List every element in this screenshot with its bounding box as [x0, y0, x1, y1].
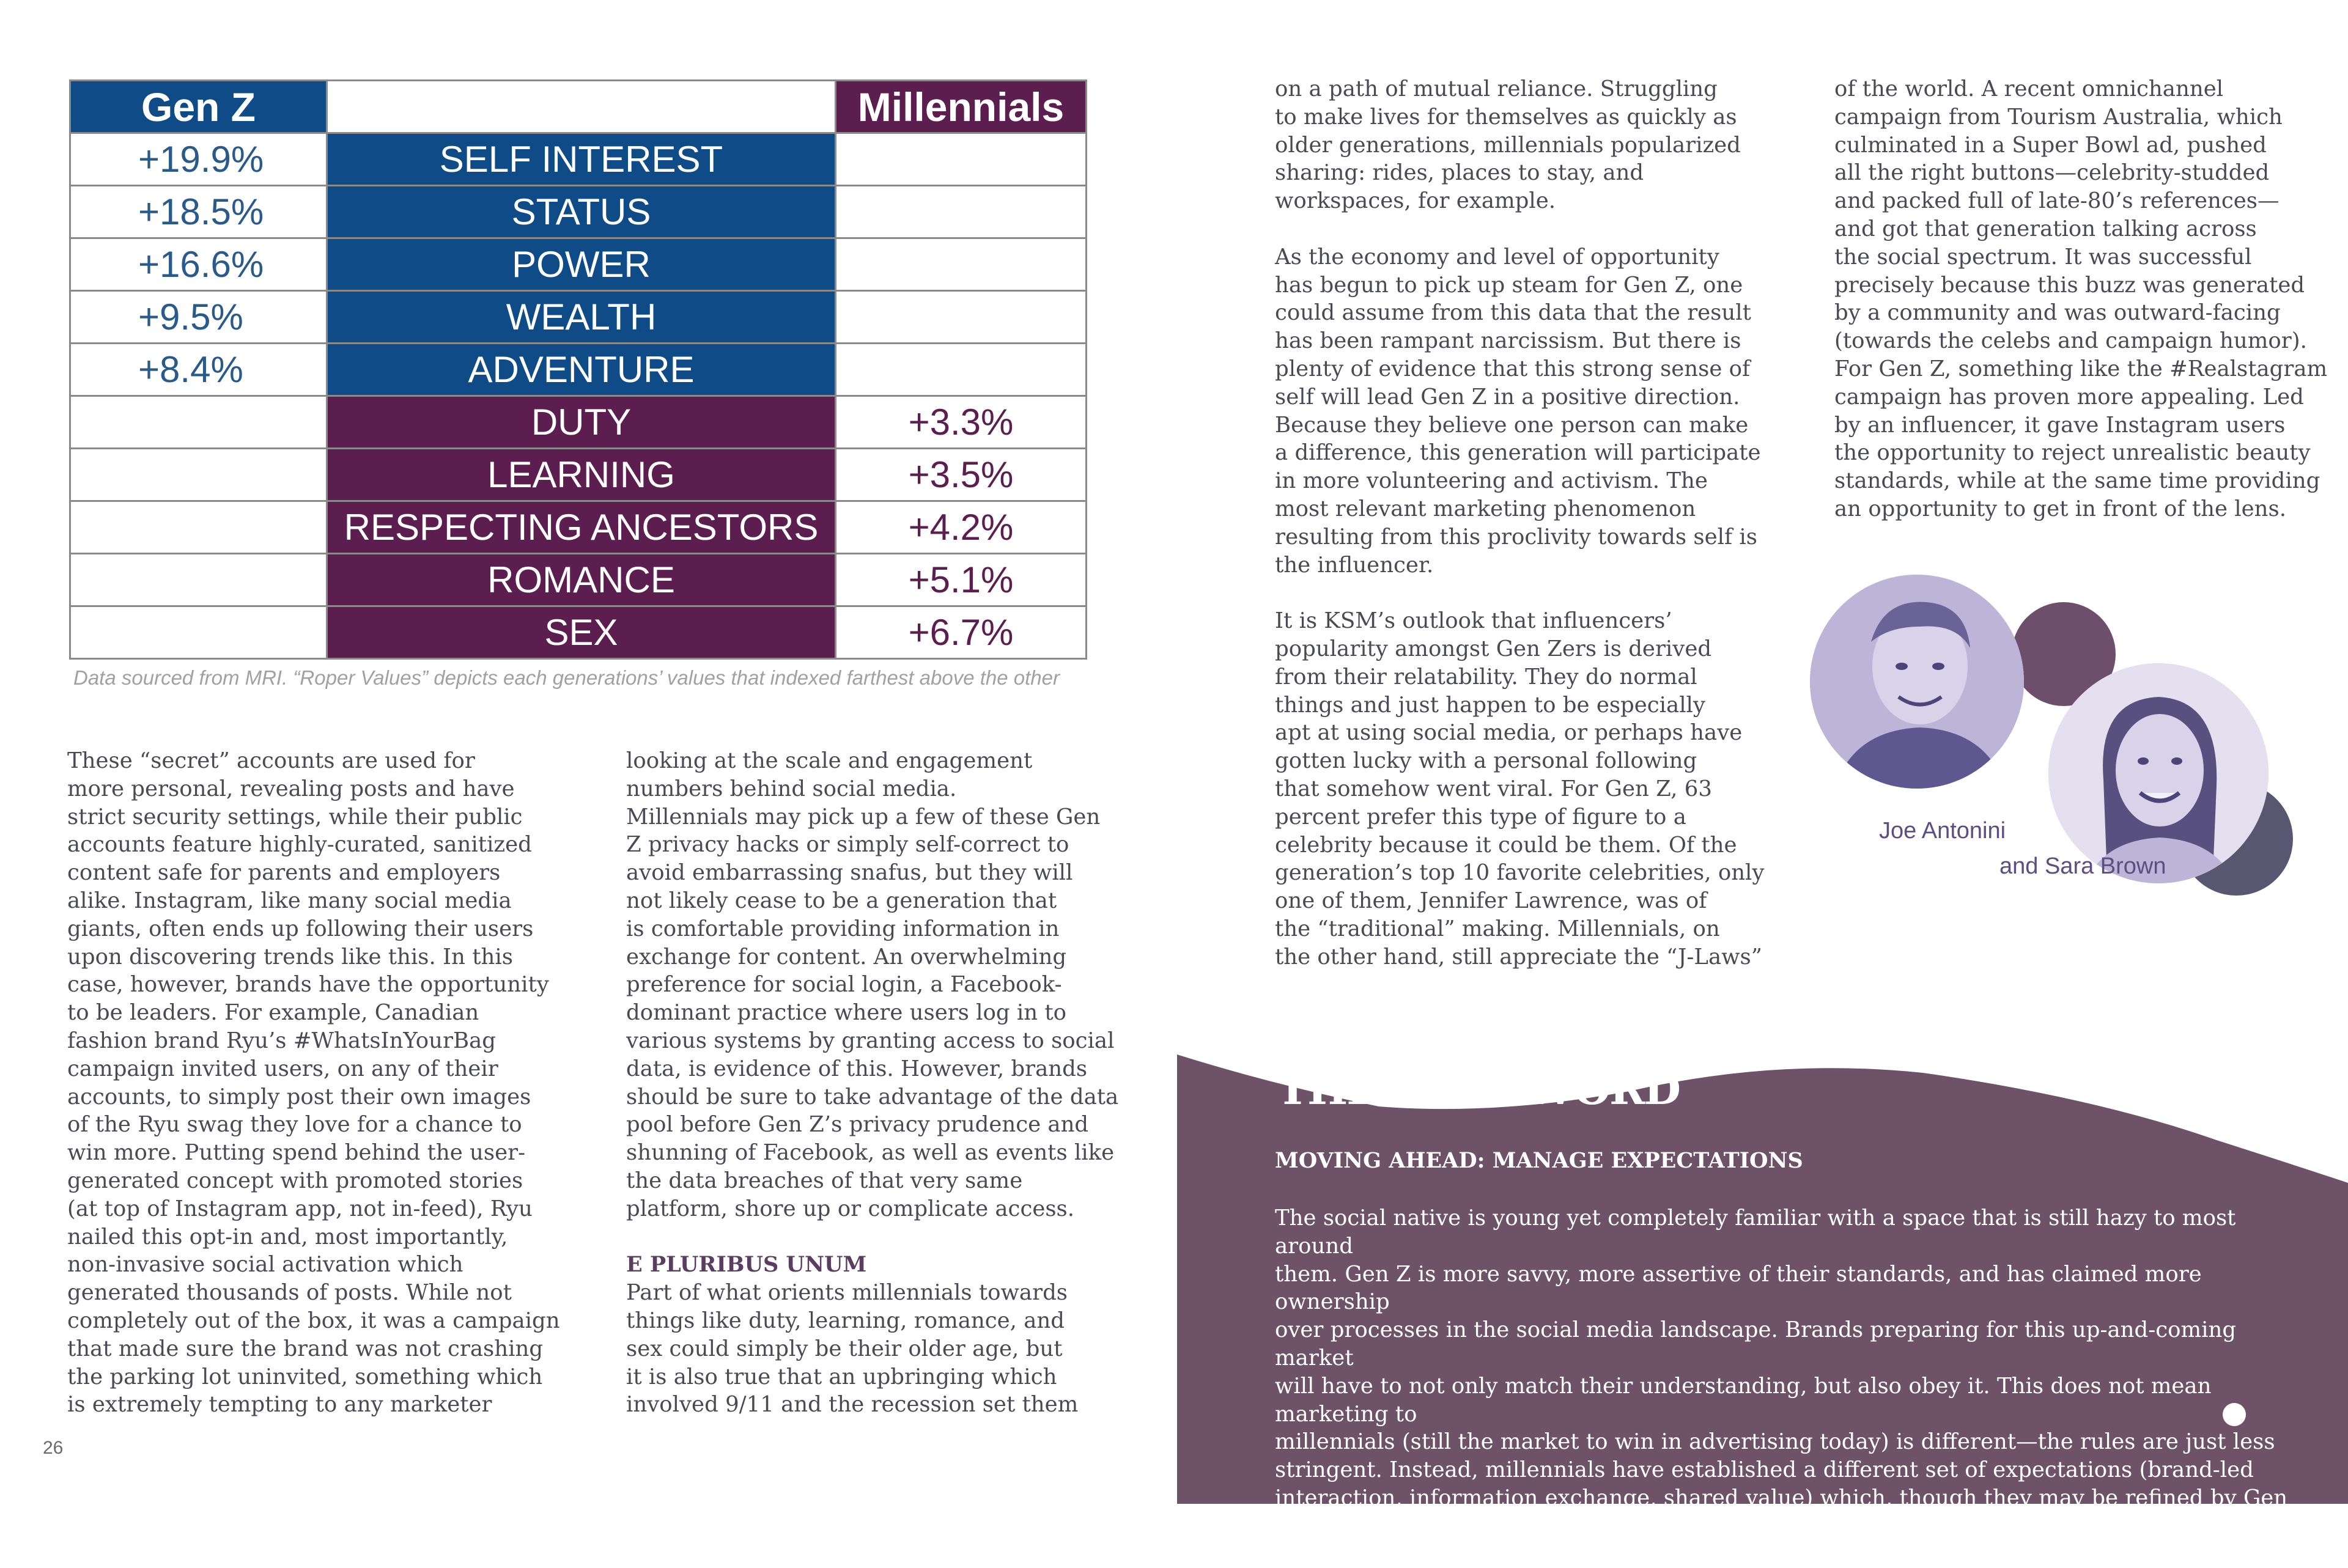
table-caption: Data sourced from MRI. “Roper Values” depicts each generations’ values that indexed farthest above the other — [73, 666, 1060, 689]
genz-value: +16.6% — [70, 238, 327, 291]
author-name-2: and Sara Brown — [1999, 853, 2166, 879]
value-label: ADVENTURE — [327, 344, 836, 396]
millennials-value — [836, 238, 1087, 291]
millennials-value: +3.5% — [836, 449, 1087, 501]
portrait-icon — [2048, 663, 2269, 883]
millennials-value: +4.2% — [836, 501, 1087, 554]
end-mark-icon — [2223, 1403, 2246, 1426]
millennials-value — [836, 291, 1087, 344]
value-label: RESPECTING ANCESTORS — [327, 501, 836, 554]
table-row — [70, 238, 1087, 291]
millennials-value: +3.3% — [836, 396, 1087, 449]
body-paragraph: of the world. A recent omnichannel campaign from Tourism Australia, which culminated in a Super Bowl ad, pushed all the right buttons—celebrity-studded and packed full of late-80’s references— and got that generation talking across the social spectrum. It was successful precisely because this buzz was generated by a community and was outward-facing (towards the celebs and campaign humor). For Gen Z, something like the #Realstagram campaign has proven more appealing. Led by an influencer, it gave Instagram users the opportunity to reject unrealistic beauty standards, while at the same time providing an opportunity to get in front of the lens. — [1834, 76, 2328, 521]
millennials-header: Millennials — [836, 81, 1087, 133]
value-label: WEALTH — [327, 291, 836, 344]
column-1 — [67, 747, 593, 1419]
value-label: STATUS — [327, 186, 836, 238]
body-paragraph: on a path of mutual reliance. Struggling to make lives for themselves as quickly as older generations, millennials popularized sharing: rides, places to stay, and workspaces, for example. — [1275, 76, 1741, 214]
genz-value: +18.5% — [70, 186, 327, 238]
body-paragraph: These “secret” accounts are used for more personal, revealing posts and have strict security settings, while their public accounts feature highly-curated, sanitized content safe for parents and employers alike. Instagram, like many social media giants, often ends up following their users upon discovering trends like this. In this case, however, brands have the opportunity to be leaders. For example, Canadian fashion brand Ryu’s #WhatsInYourBag campaign invited users, on any of their accounts, to simply post their own images of the Ryu swag they love for a chance to win more. Putting spend behind the user- generated concept with promoted stories (at top of Instagram app, not in-feed), Ryu nailed this opt-in and, most importantly, non-invasive social activation which generated thousands of posts. While not completely out of the box, it was a campaign that made sure the brand was not crashing the parking lot uninvited, something which is extremely tempting to any marketer — [67, 748, 560, 1418]
last-word-subtitle: MOVING AHEAD: MANAGE EXPECTATIONS — [1275, 1148, 1803, 1173]
column-4 — [1834, 75, 2348, 523]
page-number: 26 — [43, 1438, 64, 1458]
table-row — [70, 291, 1087, 344]
table-row — [70, 186, 1087, 238]
value-label: LEARNING — [327, 449, 836, 501]
genz-value — [70, 449, 327, 501]
table-header-row — [70, 81, 1087, 133]
column-2 — [626, 747, 1152, 1419]
value-label: DUTY — [327, 396, 836, 449]
column-3 — [1275, 75, 1801, 971]
value-label: SELF INTEREST — [327, 133, 836, 186]
body-paragraph: The social native is young yet completely familiar with a space that is still hazy to most around them. Gen Z is more savvy, more assertive of their standards, and has claimed more ownership over processes in the social media landscape. Brands preparing for this up-and-coming market will have to not only match their understanding, but also obey it. This does not mean marketing to millennials (still the market to win in advertising today) is different—the rules are just less stringent. Instead, millennials have established a different set of expectations (brand-led interaction, information exchange, shared value) which, though they may be refined by Gen Z, have in no way been mastered by marketers and require just as much continued attention. — [1275, 1205, 2288, 1567]
genz-header: Gen Z — [70, 81, 327, 133]
blank-header-cell — [327, 81, 836, 133]
table-row — [70, 344, 1087, 396]
section-heading: E PLURIBUS UNUM — [626, 1252, 867, 1278]
author-photo-sara — [2048, 663, 2269, 883]
last-word-title: THE LAST WORD — [1277, 1064, 1680, 1114]
genz-value: +9.5% — [70, 291, 327, 344]
genz-value — [70, 554, 327, 606]
value-label: SEX — [327, 606, 836, 659]
value-label: ROMANCE — [327, 554, 836, 606]
table-row — [70, 449, 1087, 501]
value-label: POWER — [327, 238, 836, 291]
table-row — [70, 501, 1087, 554]
author-name-1: Joe Antonini — [1879, 818, 2006, 844]
body-paragraph: It is KSM’s outlook that influencers’ popularity amongst Gen Zers is derived from their relatability. They do normal things and just happen to be especially apt at using social media, or perhaps have gotten lucky with a personal following that somehow went viral. For Gen Z, 63 percent prefer this type of figure to a celebrity because it could be them. Of the generation’s top 10 favorite celebrities, only one of them, Jennifer Lawrence, was of the “traditional” making. Millennials, on the other hand, still appreciate the “J-Laws” — [1275, 608, 1765, 970]
millennials-value — [836, 344, 1087, 396]
millennials-value — [836, 186, 1087, 238]
author-photo-joe — [1810, 575, 2024, 789]
millennials-value: +6.7% — [836, 606, 1087, 659]
table-row — [70, 396, 1087, 449]
table-row — [70, 606, 1087, 659]
genz-value: +8.4% — [70, 344, 327, 396]
genz-value — [70, 606, 327, 659]
roper-values-table — [69, 79, 1087, 660]
body-paragraph: looking at the scale and engagement numbers behind social media. Millennials may pick up a few of these Gen Z privacy hacks or simply self-correct to avoid embarrassing snafus, but they will not likely cease to be a generation that is comfortable providing information in exchange for content. An overwhelming preference for social login, a Facebook- dominant practice where users log in to various systems by granting access to social data, is evidence of this. However, brands should be sure to take advantage of the data pool before Gen Z’s privacy prudence and shunning of Facebook, as well as events like the data breaches of that very same platform, shore up or complicate access. — [626, 748, 1119, 1221]
last-word-body — [1275, 1204, 2314, 1568]
body-paragraph: Part of what orients millennials towards things like duty, learning, romance, and sex could simply be their older age, but it is also true that an upbringing which involved 9/11 and the recession set them — [626, 1280, 1079, 1418]
genz-value — [70, 501, 327, 554]
table-row — [70, 554, 1087, 606]
genz-value: +19.9% — [70, 133, 327, 186]
body-paragraph: As the economy and level of opportunity has begun to pick up steam for Gen Z, one could assume from this data that the result has been rampant narcissism. But there is plenty of evidence that this strong sense of self will lead Gen Z in a positive direction. Because they believe one person can make a difference, this generation will participate in more volunteering and activism. The most relevant marketing phenomenon resulting from this proclivity towards self is the influencer. — [1275, 244, 1761, 578]
millennials-value: +5.1% — [836, 554, 1087, 606]
table-row — [70, 133, 1087, 186]
millennials-value — [836, 133, 1087, 186]
portrait-icon — [1810, 575, 2024, 789]
genz-value — [70, 396, 327, 449]
